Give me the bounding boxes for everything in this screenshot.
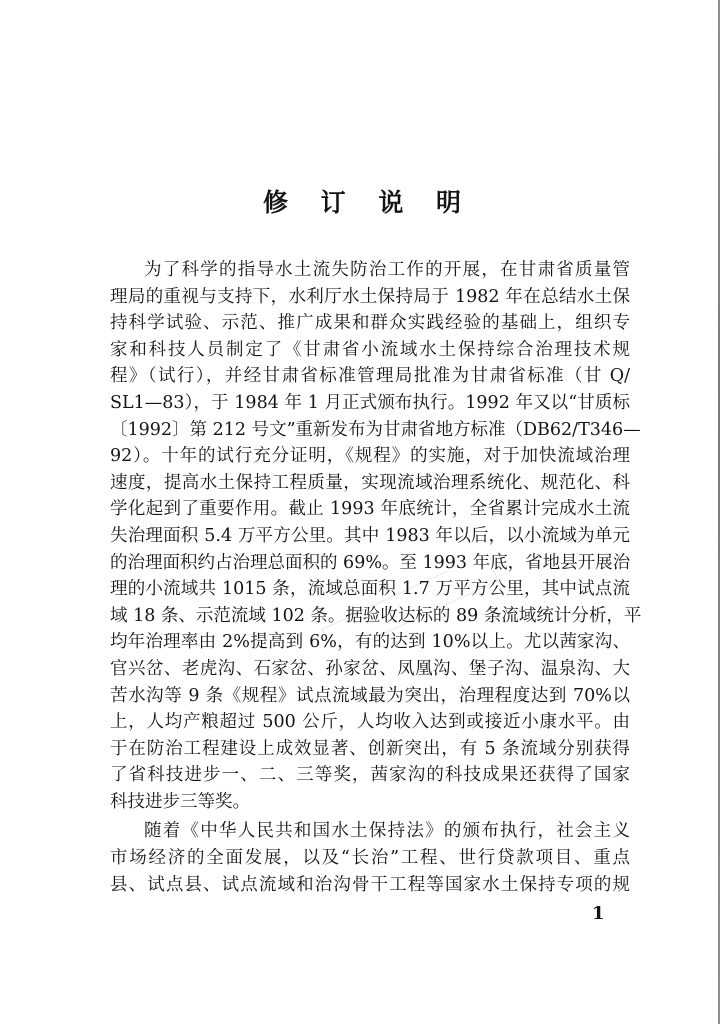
text-line: 官兴岔、老虎沟、石家岔、孙家岔、凤凰沟、堡子沟、温泉沟、大 (110, 658, 630, 679)
text-line: 学化起到了重要作用。截止 1993 年底统计，全省累计完成水土流 (110, 499, 630, 520)
text-line: 县、试点县、试点流域和治沟骨干工程等国家水土保持专项的规 (110, 874, 630, 895)
text-line: 〔1992〕第 212 号文”重新发布为甘肃省地方标准（DB62/T346— (110, 419, 641, 440)
paragraph (110, 818, 630, 898)
text-line: 速度，提高水土保持工程质量，实现流域治理系统化、规范化、科 (110, 472, 630, 493)
text-line: 苦水沟等 9 条《规程》试点流域最为突出，治理程度达到 70%以 (110, 685, 630, 706)
text-line: 科技进步三等奖。 (110, 791, 250, 812)
text-line: 上，人均产粮超过 500 公斤，人均收入达到或接近小康水平。由 (110, 712, 630, 733)
text-line: 市场经济的全面发展，以及“长治”工程、世行贷款项目、重点 (110, 848, 630, 869)
page-edge-shadow (718, 0, 720, 1024)
text-line: 均年治理率由 2%提高到 6%，有的达到 10%以上。尤以茜家沟、 (110, 632, 630, 653)
text-line: 的治理面积约占治理总面积的 69%。至 1993 年底，省地县开展治 (110, 552, 631, 573)
page-number: 1 (592, 903, 605, 924)
text-line: 92）。十年的试行充分证明，《规程》的实施，对于加快流域治理 (110, 446, 630, 467)
text-line: 域 18 条、示范流域 102 条。据验收达标的 89 条流域统计分析，平 (110, 605, 642, 626)
text-line: 理的小流域共 1015 条，流域总面积 1.7 万平方公里，其中试点流 (110, 579, 630, 600)
text-line: 了省科技进步一、二、三等奖，茜家沟的科技成果还获得了国家 (110, 765, 630, 786)
text-line: 于在防治工程建设上成效显著、创新突出，有 5 条流域分别获得 (110, 738, 630, 759)
text-line: SL1—83），于 1984 年 1 月正式颁布执行。1992 年又以“甘质标 (110, 392, 630, 413)
paragraph (110, 257, 642, 815)
text-line: 理局的重视与支持下，水利厅水土保持局于 1982 年在总结水土保 (110, 286, 630, 307)
document-body (110, 257, 642, 898)
text-line: 随着《中华人民共和国水土保持法》的颁布执行，社会主义 (144, 821, 630, 842)
page-title: 修 订 说 明 (262, 188, 474, 217)
text-line: 失治理面积 5.4 万平方公里。其中 1983 年以后，以小流域为单元 (110, 525, 630, 546)
text-line: 程》（试行），并经甘肃省标准管理局批准为甘肃省标准（甘 Q/ (110, 366, 630, 387)
text-line: 持科学试验、示范、推广成果和群众实践经验的基础上，组织专 (110, 313, 630, 334)
text-line: 为了科学的指导水土流失防治工作的开展，在甘肃省质量管 (144, 260, 630, 280)
text-line: 家和科技人员制定了《甘肃省小流域水土保持综合治理技术规 (110, 339, 630, 360)
